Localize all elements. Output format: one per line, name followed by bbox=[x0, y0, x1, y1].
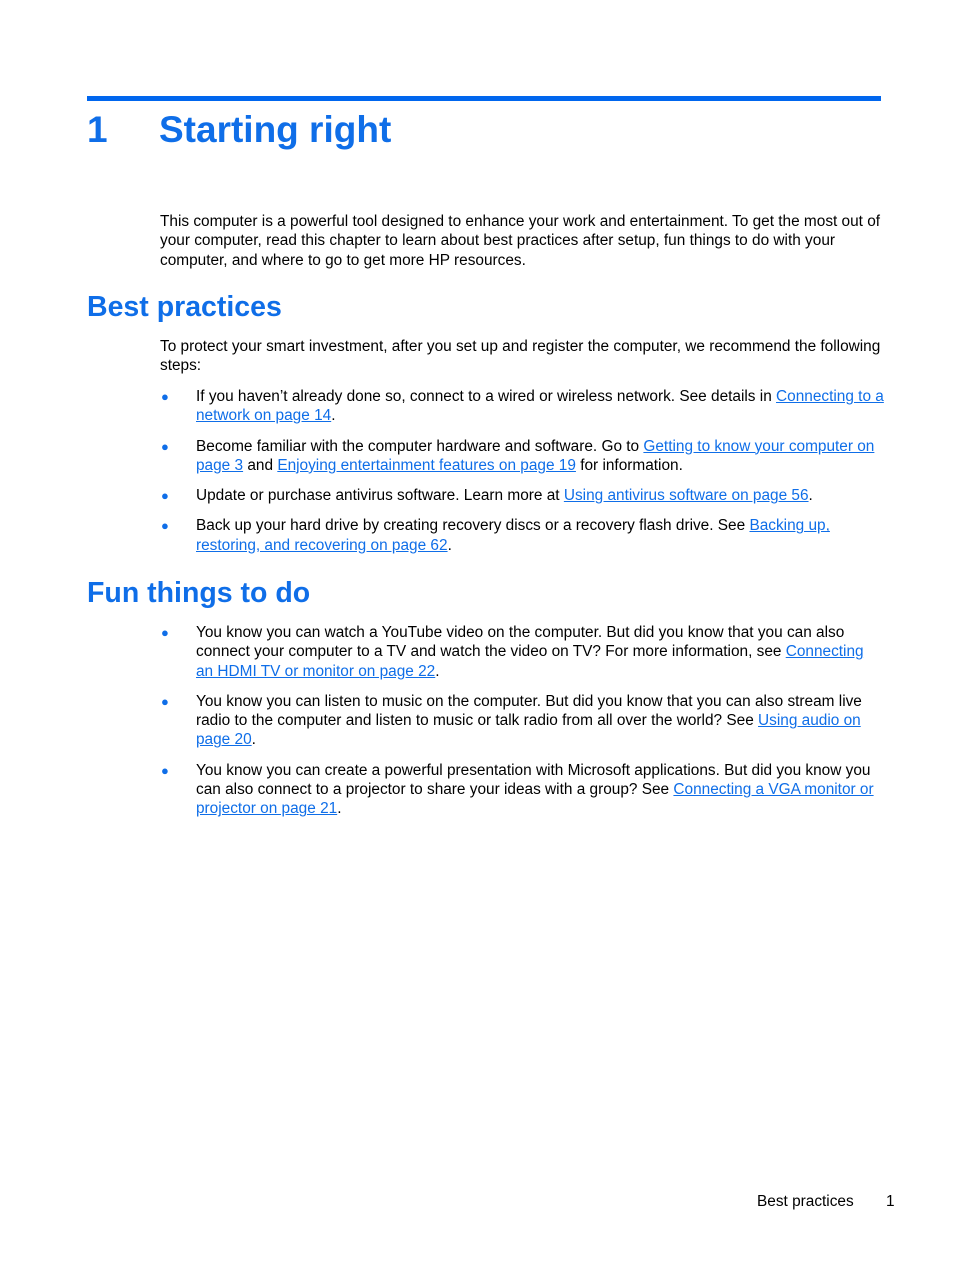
footer-page-number: 1 bbox=[886, 1193, 895, 1210]
list-item bbox=[160, 623, 884, 681]
list-item-text: . bbox=[251, 731, 256, 749]
link-using-audio[interactable]: Using audio on page 20 bbox=[196, 712, 861, 749]
chapter-intro: This computer is a powerful tool designed to enhance your work and entertainment. To get the most out of your computer, read this chapter to learn about best practices after setup, fun things to do with your computer, and where to go to get more HP resources. bbox=[160, 213, 881, 269]
list-item bbox=[160, 486, 884, 505]
link-connecting-hdmi[interactable]: Connecting an HDMI TV or monitor on page 22 bbox=[196, 643, 864, 680]
best-practices-list bbox=[160, 387, 884, 555]
section-heading-fun-things: Fun things to do bbox=[87, 577, 311, 609]
link-enjoying-entertainment[interactable]: Enjoying entertainment features on page 19 bbox=[277, 456, 576, 474]
bullet-icon: ● bbox=[161, 488, 169, 504]
bullet-icon: ● bbox=[161, 389, 169, 404]
link-getting-to-know-computer[interactable]: Getting to know your computer on page 3 bbox=[196, 437, 875, 474]
best-practices-intro: To protect your smart investment, after you set up and register the computer, we recommend the following steps: bbox=[160, 338, 881, 375]
link-backing-up[interactable]: Backing up, restoring, and recovering on page 62 bbox=[196, 517, 830, 554]
list-item bbox=[160, 761, 884, 819]
bullet-icon: ● bbox=[161, 762, 169, 778]
chapter-rule bbox=[87, 96, 881, 101]
section-heading-best-practices: Best practices bbox=[87, 291, 282, 323]
bullet-icon: ● bbox=[161, 625, 169, 640]
chapter-number: 1 bbox=[87, 109, 108, 150]
bullet-icon: ● bbox=[161, 693, 169, 709]
link-connecting-to-network[interactable]: Connecting to a network on page 14 bbox=[196, 388, 884, 425]
chapter-title: Starting right bbox=[159, 109, 392, 150]
link-using-antivirus[interactable]: Using antivirus software on page 56 bbox=[563, 487, 809, 505]
list-item-text: You know you can create a powerful presentation with Microsoft applications. But did you know you can also connect to a projector to share your ideas with a group? See bbox=[196, 761, 871, 799]
footer-section-label: Best practices bbox=[757, 1193, 854, 1210]
list-item-text: Become familiar with the computer hardware and software. Go to bbox=[196, 437, 644, 455]
list-item-text: for information. bbox=[575, 456, 683, 474]
fun-things-list bbox=[160, 623, 884, 819]
list-item bbox=[160, 692, 884, 750]
list-item-text: . bbox=[337, 800, 342, 818]
list-item-text: Update or purchase antivirus software. Learn more at bbox=[196, 487, 564, 505]
list-item-text: . bbox=[808, 487, 813, 505]
list-item bbox=[160, 516, 884, 555]
list-item-text: You know you can listen to music on the computer. But did you know that you can also stream live radio to the computer and listen to music or talk radio from all over the world? See bbox=[196, 692, 862, 730]
link-connecting-vga[interactable]: Connecting a VGA monitor or projector on page 21 bbox=[196, 781, 874, 818]
list-item-text: If you haven’t already done so, connect to a wired or wireless network. See details in bbox=[196, 388, 777, 405]
list-item-text: Back up your hard drive by creating recovery discs or a recovery flash drive. See bbox=[196, 517, 750, 535]
list-item bbox=[160, 387, 884, 426]
list-item-text: . bbox=[331, 407, 336, 425]
list-item bbox=[160, 437, 884, 476]
list-item-text: . bbox=[435, 662, 440, 680]
bullet-icon: ● bbox=[161, 438, 169, 454]
list-item-text: and bbox=[243, 456, 278, 474]
list-item-text: You know you can watch a YouTube video on the computer. But did you know that you can also connect your computer to a TV and watch the video on TV? For more information, see bbox=[196, 624, 845, 661]
list-item-text: . bbox=[447, 536, 452, 554]
bullet-icon: ● bbox=[161, 518, 169, 534]
